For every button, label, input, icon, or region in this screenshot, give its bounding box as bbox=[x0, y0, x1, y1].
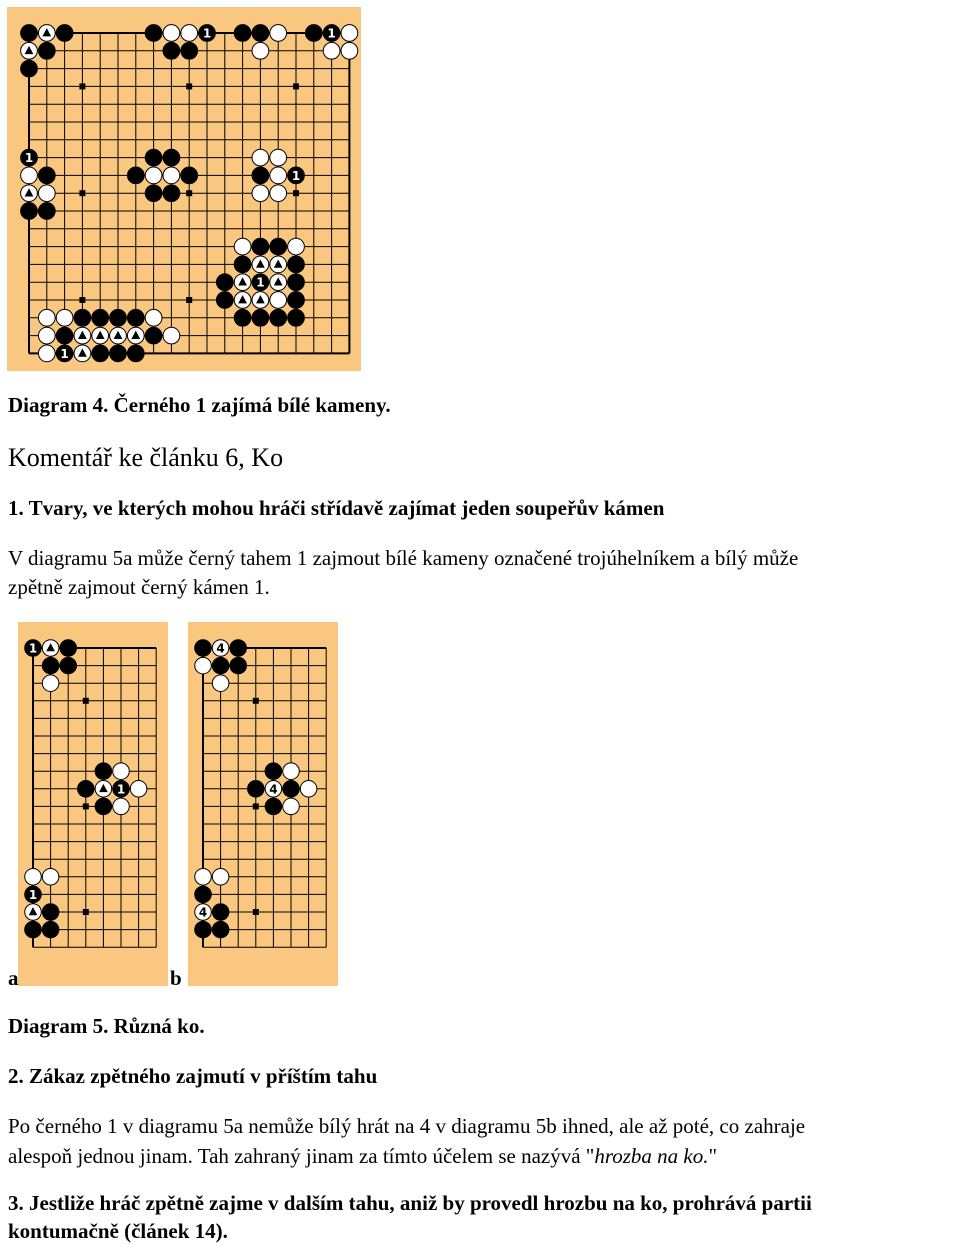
white-stone bbox=[341, 42, 358, 59]
white-stone bbox=[163, 25, 180, 42]
diagram-5b-label: b bbox=[170, 966, 182, 990]
black-stone bbox=[181, 42, 198, 59]
black-stone bbox=[56, 25, 73, 42]
black-stone bbox=[181, 167, 198, 184]
star-point bbox=[186, 297, 192, 303]
black-stone bbox=[38, 42, 55, 59]
black-stone bbox=[288, 274, 305, 291]
black-stone bbox=[195, 921, 212, 938]
white-stone bbox=[234, 238, 251, 255]
stone-number-label: 1 bbox=[60, 346, 69, 361]
black-stone bbox=[252, 167, 269, 184]
black-stone bbox=[110, 309, 127, 326]
black-stone bbox=[42, 904, 59, 921]
star-point bbox=[79, 297, 85, 303]
white-stone bbox=[113, 798, 130, 815]
stone-number-label: 4 bbox=[216, 641, 225, 656]
black-stone bbox=[270, 238, 287, 255]
black-stone bbox=[234, 256, 251, 273]
black-stone bbox=[60, 657, 77, 674]
black-stone bbox=[92, 309, 109, 326]
black-stone bbox=[163, 149, 180, 166]
black-stone bbox=[212, 657, 229, 674]
star-point bbox=[186, 83, 192, 89]
white-stone bbox=[270, 149, 287, 166]
white-stone bbox=[38, 309, 55, 326]
black-stone bbox=[270, 309, 287, 326]
stone-number-label: 1 bbox=[327, 26, 336, 41]
white-stone bbox=[25, 869, 42, 886]
diagram-4-caption: Diagram 4. Černého 1 zajímá bílé kameny. bbox=[8, 393, 391, 417]
white-stone bbox=[288, 238, 305, 255]
black-stone bbox=[216, 292, 233, 309]
comment-title: Komentář ke článku 6, Ko bbox=[8, 443, 284, 472]
black-stone bbox=[145, 327, 162, 344]
black-stone bbox=[195, 640, 212, 657]
star-point bbox=[79, 190, 85, 196]
black-stone bbox=[265, 763, 282, 780]
white-stone bbox=[283, 763, 300, 780]
go-board-diagram-4 bbox=[7, 7, 361, 371]
diagram-5-caption: Diagram 5. Různá ko. bbox=[8, 1014, 205, 1038]
go-board-svg bbox=[188, 622, 338, 986]
black-stone bbox=[42, 921, 59, 938]
white-stone bbox=[38, 185, 55, 202]
white-stone bbox=[113, 763, 130, 780]
white-stone bbox=[56, 309, 73, 326]
star-point bbox=[293, 190, 299, 196]
section-1-text-line-1: V diagramu 5a může černý tahem 1 zajmout bílé kameny označené trojúhelníkem a bílý může bbox=[8, 546, 799, 570]
black-stone bbox=[95, 798, 112, 815]
white-stone bbox=[212, 675, 229, 692]
section-2-text-line-2 bbox=[8, 1141, 717, 1171]
stone-number-label: 1 bbox=[116, 782, 126, 797]
white-stone bbox=[341, 25, 358, 42]
black-stone bbox=[288, 292, 305, 309]
white-stone bbox=[42, 675, 59, 692]
white-stone bbox=[145, 167, 162, 184]
star-point bbox=[253, 909, 259, 915]
white-stone bbox=[270, 292, 287, 309]
star-point bbox=[186, 190, 192, 196]
black-stone bbox=[60, 640, 77, 657]
section-1-title: 1. Tvary, ve kterých mohou hráči střídavě zajímat jeden soupeřův kámen bbox=[8, 496, 665, 520]
stone-number-label: 4 bbox=[269, 782, 278, 797]
white-stone bbox=[130, 781, 147, 798]
go-board-diagram-5a bbox=[18, 622, 168, 986]
black-stone bbox=[195, 886, 212, 903]
section-2-text-line-1: Po černého 1 v diagramu 5a nemůže bílý hrát na 4 v diagramu 5b ihned, ale až poté, co zahraje bbox=[8, 1114, 806, 1138]
stone-number-label: 1 bbox=[28, 887, 38, 902]
white-stone bbox=[252, 149, 269, 166]
white-stone bbox=[38, 327, 55, 344]
black-stone bbox=[145, 185, 162, 202]
star-point bbox=[83, 698, 89, 704]
stone-number-label: 1 bbox=[202, 26, 212, 41]
section-3-line-1: 3. Jestliže hráč zpětně zajme v dalším tahu, aniž by provedl hrozbu na ko, prohrává partii bbox=[8, 1191, 812, 1215]
section-2-text-end: " bbox=[708, 1144, 718, 1168]
white-stone bbox=[283, 798, 300, 815]
white-stone bbox=[270, 25, 287, 42]
black-stone bbox=[230, 640, 247, 657]
black-stone bbox=[95, 763, 112, 780]
stone-number-label: 1 bbox=[291, 168, 301, 183]
section-2-title: 2. Zákaz zpětného zajmutí v příštím tahu bbox=[8, 1064, 378, 1088]
black-stone bbox=[234, 25, 251, 42]
black-stone bbox=[78, 781, 95, 798]
star-point bbox=[253, 698, 259, 704]
black-stone bbox=[21, 60, 38, 77]
white-stone bbox=[38, 345, 55, 362]
go-board-svg bbox=[18, 622, 168, 986]
black-stone bbox=[127, 345, 144, 362]
white-stone bbox=[270, 185, 287, 202]
star-point bbox=[83, 909, 89, 915]
black-stone bbox=[234, 309, 251, 326]
black-stone bbox=[127, 167, 144, 184]
white-stone bbox=[252, 42, 269, 59]
black-stone bbox=[252, 25, 269, 42]
white-stone bbox=[163, 327, 180, 344]
white-stone bbox=[300, 781, 317, 798]
black-stone bbox=[283, 781, 300, 798]
black-stone bbox=[248, 781, 265, 798]
black-stone bbox=[38, 203, 55, 220]
star-point bbox=[79, 83, 85, 89]
white-stone bbox=[181, 25, 198, 42]
black-stone bbox=[288, 309, 305, 326]
black-stone bbox=[252, 309, 269, 326]
white-stone bbox=[270, 167, 287, 184]
black-stone bbox=[305, 25, 322, 42]
white-stone bbox=[195, 657, 212, 674]
white-stone bbox=[21, 167, 38, 184]
black-stone bbox=[127, 309, 144, 326]
black-stone bbox=[145, 25, 162, 42]
white-stone bbox=[163, 167, 180, 184]
white-stone bbox=[212, 869, 229, 886]
go-board-svg bbox=[7, 7, 361, 371]
black-stone bbox=[42, 657, 59, 674]
star-point bbox=[253, 803, 259, 809]
black-stone bbox=[288, 256, 305, 273]
stone-number-label: 1 bbox=[28, 641, 38, 656]
white-stone bbox=[323, 42, 340, 59]
star-point bbox=[293, 83, 299, 89]
black-stone bbox=[25, 921, 42, 938]
black-stone bbox=[92, 345, 109, 362]
black-stone bbox=[212, 904, 229, 921]
section-1-text-line-2: zpětně zajmout černý kámen 1. bbox=[8, 575, 270, 599]
black-stone bbox=[230, 657, 247, 674]
section-3-line-2: kontumačně (článek 14). bbox=[8, 1219, 228, 1243]
black-stone bbox=[21, 203, 38, 220]
stone-number-label: 1 bbox=[256, 275, 265, 290]
white-stone bbox=[195, 869, 212, 886]
black-stone bbox=[163, 185, 180, 202]
section-2-text-start: alespoň jednou jinam. Tah zahraný jinam za tímto účelem se nazývá " bbox=[8, 1144, 595, 1168]
black-stone bbox=[212, 921, 229, 938]
black-stone bbox=[265, 798, 282, 815]
black-stone bbox=[252, 238, 269, 255]
stone-number-label: 4 bbox=[198, 905, 208, 920]
black-stone bbox=[56, 327, 73, 344]
star-point bbox=[83, 803, 89, 809]
black-stone bbox=[74, 309, 91, 326]
black-stone bbox=[145, 149, 162, 166]
stone-number-label: 1 bbox=[24, 151, 34, 166]
white-stone bbox=[42, 869, 59, 886]
black-stone bbox=[110, 345, 127, 362]
black-stone bbox=[216, 274, 233, 291]
white-stone bbox=[145, 309, 162, 326]
diagram-5a-label: a bbox=[8, 966, 19, 990]
black-stone bbox=[21, 25, 38, 42]
go-board-diagram-5b bbox=[188, 622, 338, 986]
black-stone bbox=[38, 167, 55, 184]
black-stone bbox=[163, 42, 180, 59]
white-stone bbox=[252, 185, 269, 202]
section-2-term-hrozba-na-ko: hrozba na ko. bbox=[594, 1144, 709, 1168]
